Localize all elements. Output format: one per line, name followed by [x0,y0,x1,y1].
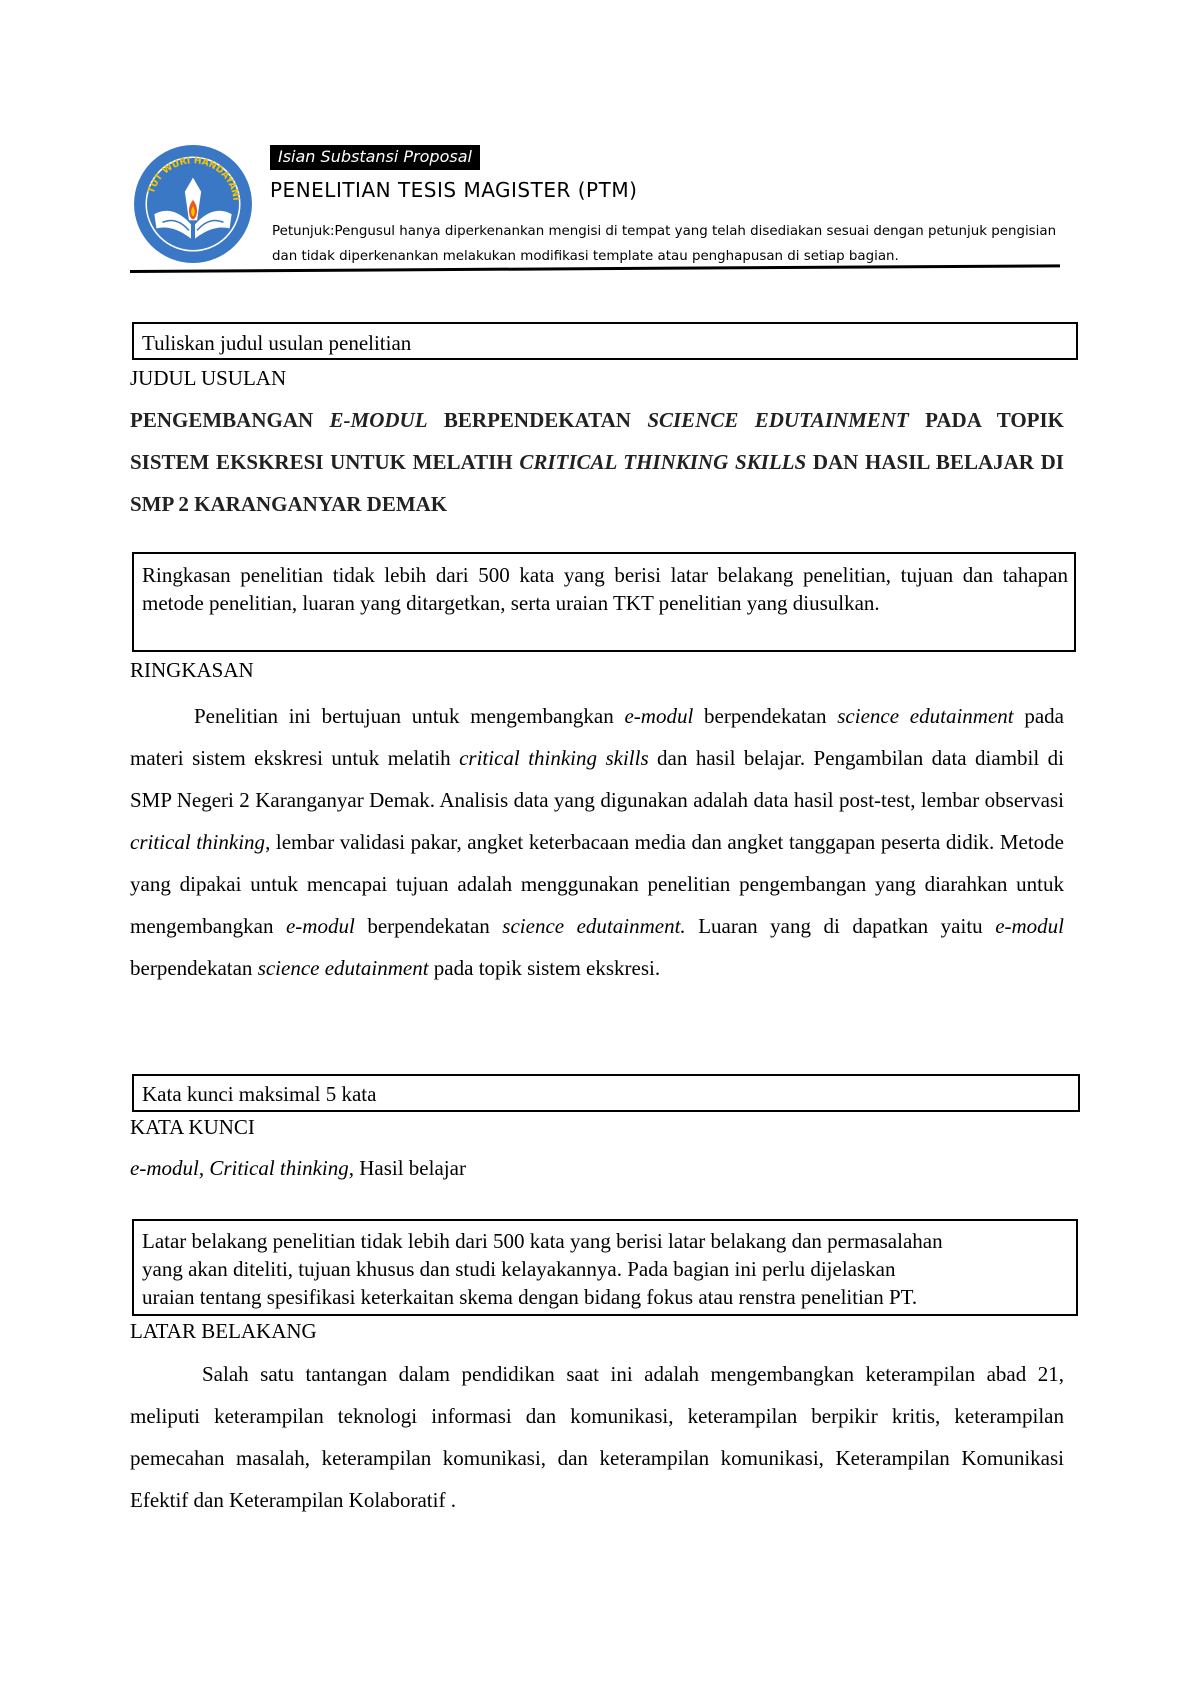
latar-box-line-3: uraian tentang spesifikasi keterkaitan skema dengan bidang fokus atau renstra penelitian PT. [142,1285,918,1309]
ringkasan-instruction-box: Ringkasan penelitian tidak lebih dari 500 kata yang berisi latar belakang penelitian, tujuan dan tahapan metode penelitian, luaran yang ditargetkan, serta uraian TKT penelitian yang diusulkan. [132,552,1076,652]
kata-kunci-instruction-box: Kata kunci maksimal 5 kata [132,1074,1080,1112]
kata-kunci-values: e-modul, Critical thinking, Hasil belajar [130,1156,466,1180]
tut-wuri-handayani-logo [132,143,254,265]
latar-box-line-2: yang akan diteliti, tujuan khusus dan studi kelayakannya. Pada bagian ini perlu dijelaskan [142,1257,896,1281]
judul-instruction-box: Tuliskan judul usulan penelitian [132,322,1078,360]
judul-label: JUDUL USULAN [130,366,287,390]
latar-instruction-box [132,1219,1078,1316]
judul-usulan-text: PENGEMBANGAN E-MODUL BERPENDEKATAN SCIENCE EDUTAINMENT PADA TOPIK SISTEM EKSKRESI UNTUK MELATIH CRITICAL THINKING SKILLS DAN HASIL BELAJAR DI SMP 2 KARANGANYAR DEMAK [130,408,1065,516]
kata-kunci-label: KATA KUNCI [130,1115,255,1139]
ringkasan-paragraph: Penelitian ini bertujuan untuk mengembangkan e-modul berpendekatan science edutainment pada materi sistem ekskresi untuk melatih critical thinking skills dan hasil belajar. Pengambilan data diambil di SMP Negeri 2 Karanganyar Demak. Analisis data yang digunakan adalah data hasil post-test, lembar observasi critical thinking, lembar validasi pakar, angket keterbacaan media dan angket tanggapan peserta didik. Metode yang dipakai untuk mencapai tujuan adalah menggunakan penelitian pengembangan yang diarahkan untuk mengembangkan e-modul berpendekatan science edutainment. Luaran yang di dapatkan yaitu e-modul berpendekatan science edutainment pada topik sistem ekskresi. [130,704,1065,980]
proposal-badge: Isian Substansi Proposal [270,145,480,170]
instruction-text: Petunjuk:Pengusul hanya diperkenankan mengisi di tempat yang telah disediakan sesuai dengan petunjuk pengisian dan tidak diperkenankan melakukan modifikasi template atau penghapusan di setiap bagian. [272,224,1057,264]
svg-text:TUT WURI HANDAYANI: TUT WURI HANDAYANI [146,156,241,202]
latar-label: LATAR BELAKANG [130,1319,317,1343]
document-title: PENELITIAN TESIS MAGISTER (PTM) [270,178,638,202]
latar-box-line-1: Latar belakang penelitian tidak lebih dari 500 kata yang berisi latar belakang dan permasalahan [142,1229,943,1253]
latar-paragraph: Salah satu tantangan dalam pendidikan saat ini adalah mengembangkan keterampilan abad 21, meliputi keterampilan teknologi informasi dan komunikasi, keterampilan berpikir kritis, keterampilan pemecahan masalah, keterampilan komunikasi, dan keterampilan komunikasi, Keterampilan Komunikasi Efektif dan Keterampilan Kolaboratif . [130,1362,1064,1512]
ringkasan-label: RINGKASAN [130,658,254,682]
